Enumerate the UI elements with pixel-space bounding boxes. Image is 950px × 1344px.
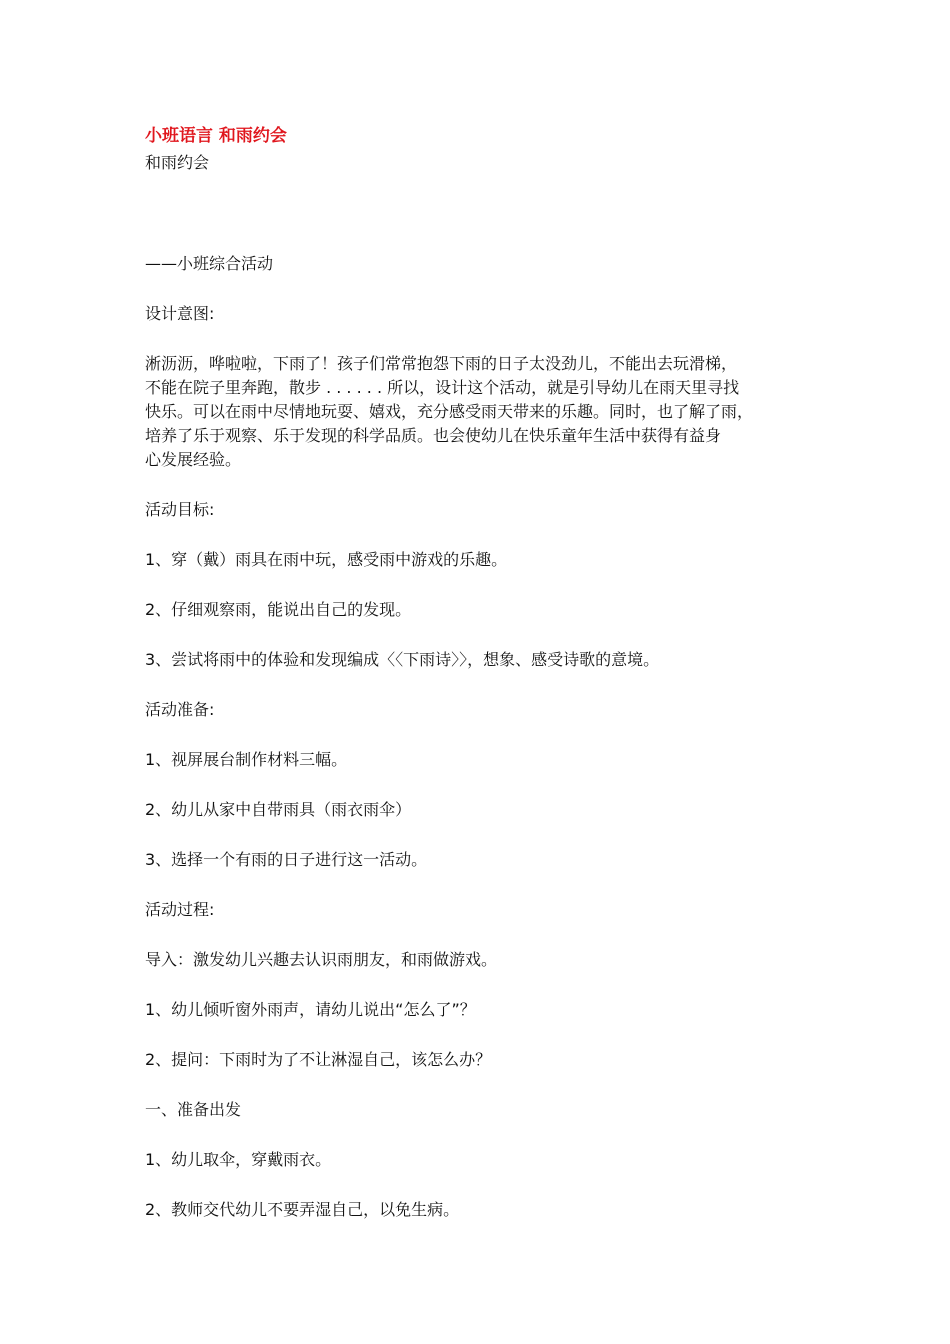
process-heading: 活动过程: xyxy=(145,900,215,919)
design-line: 淅沥沥，哗啦啦，下雨了！孩子们常常抱怨下雨的日子太没劲儿，不能出去玩滑梯， xyxy=(145,354,738,373)
section-heading: 一、准备出发 xyxy=(145,1100,242,1119)
intro-text: 导入：激发幼儿兴趣去认识雨朋友，和雨做游戏。 xyxy=(145,950,498,969)
design-line: 培养了乐于观察、乐于发现的科学品质。也会使幼儿在快乐童年生活中获得有益身 xyxy=(145,426,722,445)
goals-heading: 活动目标: xyxy=(145,500,215,519)
design-heading: 设计意图: xyxy=(145,304,215,323)
intro-step: 1、幼儿倾听窗外雨声，请幼儿说出“怎么了”？ xyxy=(145,1000,476,1019)
document-subtitle: 和雨约会 xyxy=(145,153,210,172)
intro-step: 2、提问：下雨时为了不让淋湿自己，该怎么办？ xyxy=(145,1050,492,1069)
design-line: 快乐。可以在雨中尽情地玩耍、嬉戏，充分感受雨天带来的乐趣。同时，也了解了雨， xyxy=(145,402,754,421)
prep-item: 2、幼儿从家中自带雨具（雨衣雨伞） xyxy=(145,800,412,819)
design-paragraph xyxy=(145,352,825,472)
document-title: 小班语言 和雨约会 xyxy=(145,126,287,146)
design-line: 心发展经验。 xyxy=(145,450,242,469)
prep-heading: 活动准备: xyxy=(145,700,215,719)
section-step: 1、幼儿取伞，穿戴雨衣。 xyxy=(145,1150,332,1169)
prep-item: 1、视屏展台制作材料三幅。 xyxy=(145,750,348,769)
prep-item: 3、选择一个有雨的日子进行这一活动。 xyxy=(145,850,428,869)
design-line: 不能在院子里奔跑，散步 . . . . . . 所以，设计这个活动，就是引导幼儿在雨天里寻找 xyxy=(145,378,740,397)
document-body xyxy=(145,122,825,1222)
goal-item: 3、尝试将雨中的体验和发现编成〈〈下雨诗〉〉，想象、感受诗歌的意境。 xyxy=(145,650,660,669)
goal-item: 1、穿（戴）雨具在雨中玩，感受雨中游戏的乐趣。 xyxy=(145,550,508,569)
section-step: 2、教师交代幼儿不要弄湿自己，以免生病。 xyxy=(145,1200,460,1219)
activity-type: ——小班综合活动 xyxy=(145,254,274,273)
goal-item: 2、仔细观察雨，能说出自己的发现。 xyxy=(145,600,412,619)
